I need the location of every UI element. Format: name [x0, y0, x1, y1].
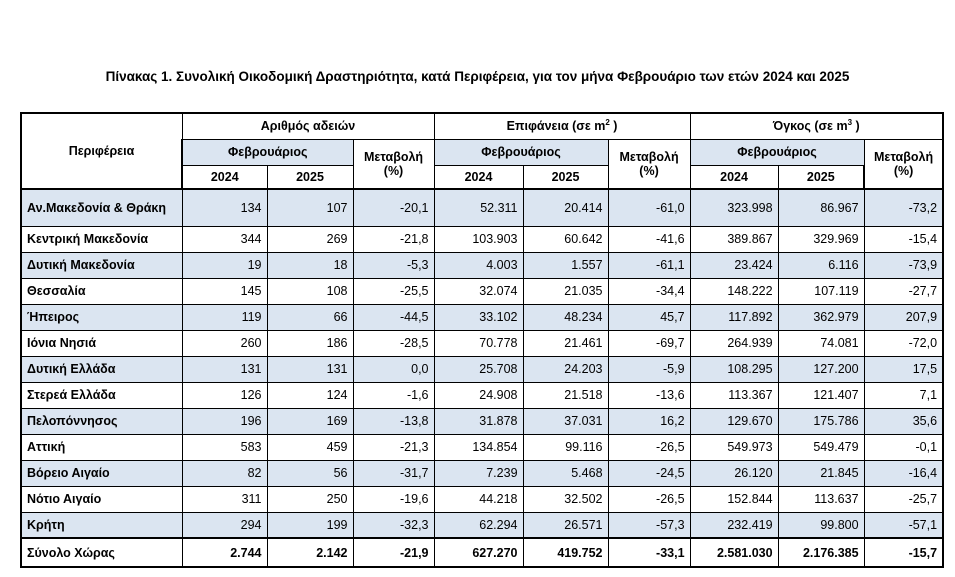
cell-ac: -69,7: [608, 330, 690, 356]
table-row: [21, 278, 943, 304]
cell-ac: -41,6: [608, 226, 690, 252]
cell-pc: -1,6: [353, 382, 434, 408]
cell-a24: 103.903: [434, 226, 523, 252]
cell-a25: 20.414: [523, 189, 608, 226]
region-name: Αττική: [21, 434, 182, 460]
cell-pc: -5,3: [353, 252, 434, 278]
cell-ac: -33,1: [608, 538, 690, 567]
cell-a25: 32.502: [523, 486, 608, 512]
header-change-area: Μεταβολή (%): [608, 139, 690, 189]
table-row: [21, 408, 943, 434]
cell-v24: 2.581.030: [690, 538, 778, 567]
cell-a25: 21.518: [523, 382, 608, 408]
cell-v24: 113.367: [690, 382, 778, 408]
cell-a24: 134.854: [434, 434, 523, 460]
cell-p24: 196: [182, 408, 267, 434]
header-year-2024-volume: 2024: [690, 165, 778, 189]
region-name: Αν.Μακεδονία & Θράκη: [21, 189, 182, 226]
region-name: Βόρειο Αιγαίο: [21, 460, 182, 486]
cell-v25: 121.407: [778, 382, 864, 408]
cell-v25: 175.786: [778, 408, 864, 434]
cell-p25: 199: [267, 512, 353, 538]
cell-v25: 2.176.385: [778, 538, 864, 567]
cell-p24: 131: [182, 356, 267, 382]
cell-a25: 24.203: [523, 356, 608, 382]
cell-v24: 264.939: [690, 330, 778, 356]
cell-ac: -5,9: [608, 356, 690, 382]
cell-v25: 549.479: [778, 434, 864, 460]
header-area: Επιφάνεια (σε $m^2$ ): [434, 113, 690, 139]
cell-p25: 18: [267, 252, 353, 278]
cell-a25: 5.468: [523, 460, 608, 486]
cell-v24: 323.998: [690, 189, 778, 226]
header-year-2024-permits: 2024: [182, 165, 267, 189]
table-row: [21, 512, 943, 538]
cell-ac: 45,7: [608, 304, 690, 330]
cell-pc: -21,3: [353, 434, 434, 460]
cell-vc: -73,9: [864, 252, 943, 278]
cell-pc: -32,3: [353, 512, 434, 538]
cell-ac: -34,4: [608, 278, 690, 304]
cell-v25: 74.081: [778, 330, 864, 356]
cell-a24: 70.778: [434, 330, 523, 356]
region-name: Θεσσαλία: [21, 278, 182, 304]
cell-p24: 82: [182, 460, 267, 486]
cell-v24: 389.867: [690, 226, 778, 252]
header-month-permits: Φεβρουάριος: [182, 139, 353, 165]
region-name: Κεντρική Μακεδονία: [21, 226, 182, 252]
cell-v24: 26.120: [690, 460, 778, 486]
cell-pc: 0,0: [353, 356, 434, 382]
cell-p24: 126: [182, 382, 267, 408]
header-year-2025-volume: 2025: [778, 165, 864, 189]
cell-a24: 4.003: [434, 252, 523, 278]
region-name: Σύνολο Χώρας: [21, 538, 182, 567]
cell-vc: 35,6: [864, 408, 943, 434]
table-title: Πίνακας 1. Συνολική Οικοδομική Δραστηριότητα, κατά Περιφέρεια, για τον μήνα Φεβρουάριο των ετών 2024 και 2025: [105, 69, 850, 84]
cell-vc: -57,1: [864, 512, 943, 538]
cell-p24: 583: [182, 434, 267, 460]
cell-pc: -21,9: [353, 538, 434, 567]
cell-p25: 2.142: [267, 538, 353, 567]
cell-ac: 16,2: [608, 408, 690, 434]
cell-vc: -27,7: [864, 278, 943, 304]
cell-p25: 131: [267, 356, 353, 382]
region-name: Ιόνια Νησιά: [21, 330, 182, 356]
cell-a25: 99.116: [523, 434, 608, 460]
cell-a24: 44.218: [434, 486, 523, 512]
region-name: Στερεά Ελλάδα: [21, 382, 182, 408]
cell-p25: 169: [267, 408, 353, 434]
cell-a25: 419.752: [523, 538, 608, 567]
cell-p25: 108: [267, 278, 353, 304]
cell-vc: 207,9: [864, 304, 943, 330]
cell-vc: 7,1: [864, 382, 943, 408]
cell-v24: 108.295: [690, 356, 778, 382]
cell-p24: 119: [182, 304, 267, 330]
cell-ac: -13,6: [608, 382, 690, 408]
region-name: Κρήτη: [21, 512, 182, 538]
cell-vc: -16,4: [864, 460, 943, 486]
region-name: Δυτική Μακεδονία: [21, 252, 182, 278]
cell-v24: 152.844: [690, 486, 778, 512]
cell-a25: 60.642: [523, 226, 608, 252]
table-row: [21, 356, 943, 382]
cell-pc: -21,8: [353, 226, 434, 252]
building-activity-table: [20, 112, 944, 568]
cell-a24: 31.878: [434, 408, 523, 434]
header-region: Περιφέρεια: [21, 113, 182, 189]
cell-a24: 52.311: [434, 189, 523, 226]
table-row: [21, 304, 943, 330]
cell-v24: 129.670: [690, 408, 778, 434]
cell-pc: -25,5: [353, 278, 434, 304]
cell-a25: 21.461: [523, 330, 608, 356]
cell-p25: 124: [267, 382, 353, 408]
cell-vc: -25,7: [864, 486, 943, 512]
cell-ac: -24,5: [608, 460, 690, 486]
table-row: [21, 252, 943, 278]
cell-v24: 232.419: [690, 512, 778, 538]
cell-p25: 459: [267, 434, 353, 460]
cell-p24: 294: [182, 512, 267, 538]
cell-p25: 66: [267, 304, 353, 330]
cell-a24: 33.102: [434, 304, 523, 330]
cell-p25: 107: [267, 189, 353, 226]
cell-a25: 26.571: [523, 512, 608, 538]
cell-p24: 2.744: [182, 538, 267, 567]
cell-pc: -20,1: [353, 189, 434, 226]
cell-vc: -15,7: [864, 538, 943, 567]
cell-v25: 6.116: [778, 252, 864, 278]
cell-a25: 21.035: [523, 278, 608, 304]
header-month-area: Φεβρουάριος: [434, 139, 608, 165]
cell-p24: 134: [182, 189, 267, 226]
cell-v25: 99.800: [778, 512, 864, 538]
header-change-permits: Μεταβολή (%): [353, 139, 434, 189]
cell-p25: 186: [267, 330, 353, 356]
table-row: [21, 434, 943, 460]
cell-p25: 250: [267, 486, 353, 512]
cell-a24: 7.239: [434, 460, 523, 486]
table-row: [21, 382, 943, 408]
cell-vc: -72,0: [864, 330, 943, 356]
cell-a24: 25.708: [434, 356, 523, 382]
header-permits: Αριθμός αδειών: [182, 113, 434, 139]
header-volume: Όγκος (σε $m^3$ ): [690, 113, 943, 139]
cell-v25: 362.979: [778, 304, 864, 330]
table-row: [21, 189, 943, 226]
total-row: [21, 538, 943, 567]
cell-v25: 127.200: [778, 356, 864, 382]
cell-vc: 17,5: [864, 356, 943, 382]
cell-vc: -0,1: [864, 434, 943, 460]
table-row: [21, 226, 943, 252]
table-row: [21, 330, 943, 356]
cell-a24: 24.908: [434, 382, 523, 408]
cell-v24: 23.424: [690, 252, 778, 278]
cell-ac: -57,3: [608, 512, 690, 538]
cell-a25: 37.031: [523, 408, 608, 434]
cell-a25: 48.234: [523, 304, 608, 330]
cell-v25: 86.967: [778, 189, 864, 226]
cell-a24: 627.270: [434, 538, 523, 567]
cell-v24: 549.973: [690, 434, 778, 460]
header-year-2024-area: 2024: [434, 165, 523, 189]
cell-a24: 62.294: [434, 512, 523, 538]
cell-v24: 148.222: [690, 278, 778, 304]
cell-vc: -15,4: [864, 226, 943, 252]
cell-a25: 1.557: [523, 252, 608, 278]
cell-v24: 117.892: [690, 304, 778, 330]
cell-a24: 32.074: [434, 278, 523, 304]
cell-pc: -13,8: [353, 408, 434, 434]
region-name: Ήπειρος: [21, 304, 182, 330]
cell-ac: -26,5: [608, 434, 690, 460]
cell-p25: 56: [267, 460, 353, 486]
cell-ac: -26,5: [608, 486, 690, 512]
cell-v25: 107.119: [778, 278, 864, 304]
header-year-2025-permits: 2025: [267, 165, 353, 189]
cell-p24: 344: [182, 226, 267, 252]
cell-v25: 329.969: [778, 226, 864, 252]
region-name: Νότιο Αιγαίο: [21, 486, 182, 512]
header-month-volume: Φεβρουάριος: [690, 139, 864, 165]
header-change-volume: Μεταβολή (%): [864, 139, 943, 189]
cell-p24: 311: [182, 486, 267, 512]
cell-vc: -73,2: [864, 189, 943, 226]
cell-pc: -28,5: [353, 330, 434, 356]
header-year-2025-area: 2025: [523, 165, 608, 189]
table-row: [21, 460, 943, 486]
cell-p24: 19: [182, 252, 267, 278]
cell-ac: -61,1: [608, 252, 690, 278]
cell-ac: -61,0: [608, 189, 690, 226]
cell-p24: 260: [182, 330, 267, 356]
cell-pc: -44,5: [353, 304, 434, 330]
table-row: [21, 486, 943, 512]
cell-p24: 145: [182, 278, 267, 304]
cell-p25: 269: [267, 226, 353, 252]
cell-pc: -19,6: [353, 486, 434, 512]
cell-pc: -31,7: [353, 460, 434, 486]
cell-v25: 21.845: [778, 460, 864, 486]
region-name: Δυτική Ελλάδα: [21, 356, 182, 382]
region-name: Πελοπόννησος: [21, 408, 182, 434]
cell-v25: 113.637: [778, 486, 864, 512]
